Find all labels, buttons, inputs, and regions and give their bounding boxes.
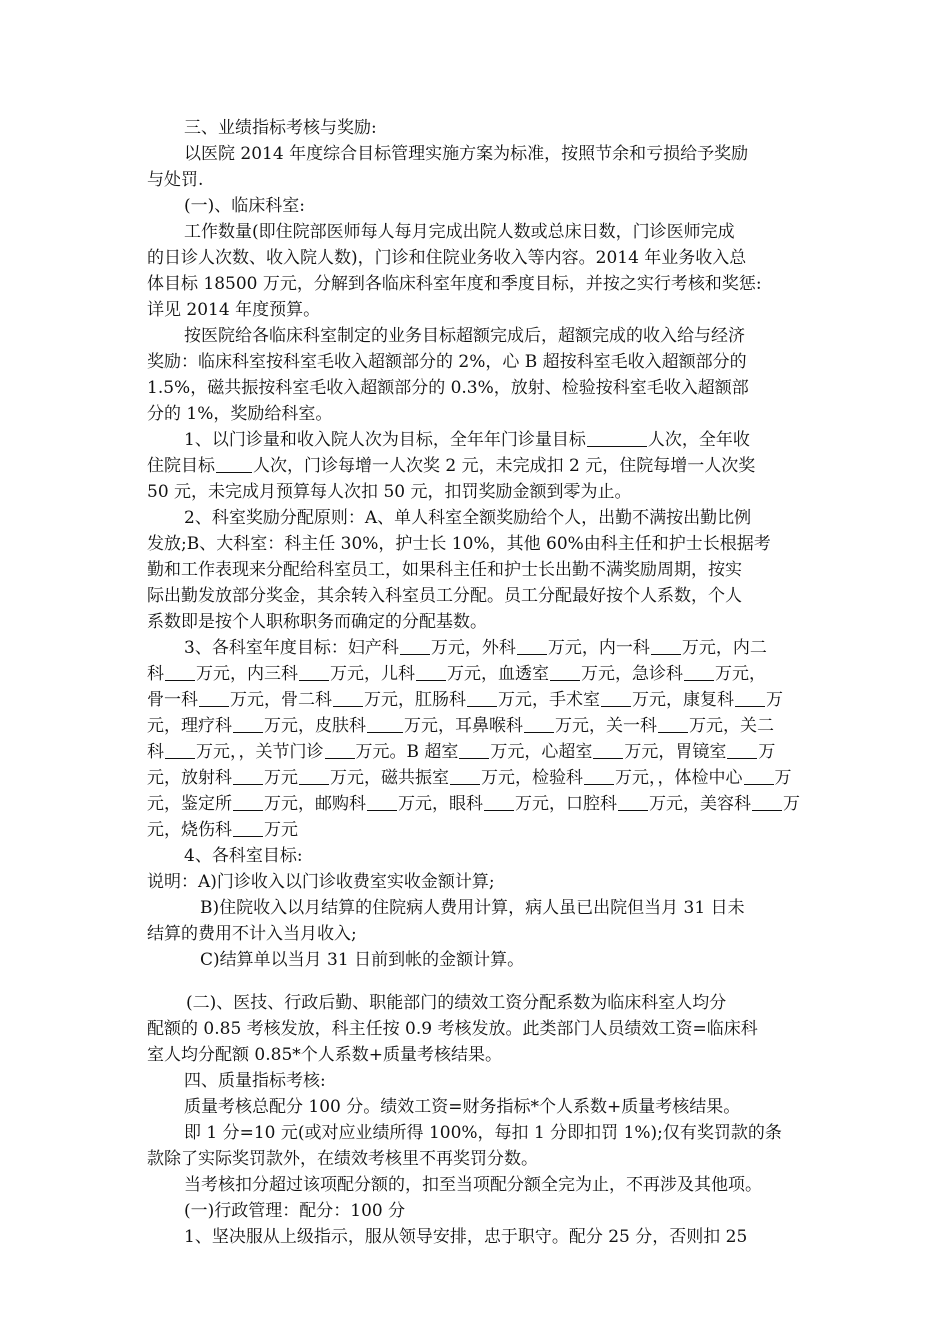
item3-line-8: [147, 817, 807, 843]
item3-text: 万元，: [715, 664, 766, 684]
blank-field: [216, 456, 252, 473]
item3-text: 万元，胃镜室: [624, 742, 727, 762]
blank-field: [367, 716, 403, 733]
item3-text: 万元。B 超室: [355, 742, 459, 762]
item3-line-5: [147, 739, 807, 765]
clinical-para1-line-3: 体目标 18500 万元，分解到各临床科室年度和季度目标，并按之实行考核和奖惩:: [147, 274, 762, 294]
item3-text: 元，鉴定所: [147, 794, 232, 814]
item3-text: 万元: [264, 768, 298, 788]
item3-text: 万元，外科: [430, 638, 516, 658]
item3-text: 万元，耳鼻喉科: [404, 716, 523, 736]
item3-text: 万: [774, 768, 792, 788]
blank-field: [587, 430, 647, 447]
item3-text: 万元，关一科: [555, 716, 657, 736]
item3-text: 万元，，关节门诊: [196, 742, 324, 762]
item3-text: 万元，关二: [689, 716, 774, 736]
item3-text: 万元，儿科: [330, 664, 415, 684]
item3-text: 元，理疗科: [147, 716, 232, 736]
section-4-title: 四、质量指标考核:: [184, 1071, 326, 1091]
blank-field: [400, 638, 430, 655]
item1-line-1: [184, 427, 844, 453]
item2-line-5: 系数即是按个人职称职务而确定的分配基数。: [147, 612, 487, 632]
admin-item-1: 1、坚决服从上级指示，服从领导安排，忠于职守。配分 25 分，否则扣 25: [184, 1227, 748, 1247]
item3-text: 万元，皮肤科: [264, 716, 366, 736]
blank-field: [658, 716, 688, 733]
blank-field: [484, 794, 514, 811]
item3-line-2: [147, 661, 807, 687]
support-dept-line-3: 室人均分配额 0.85*个人系数+质量考核结果。: [147, 1045, 502, 1065]
item3-text: 万元，心超室: [490, 742, 593, 762]
note-c: C)结算单以当月 31 日前到帐的金额计算。: [200, 950, 525, 970]
item2-line-1: 2、科室奖励分配原则：A、单人科室全额奖励给个人，出勤不满按出勤比例: [184, 508, 752, 528]
blank-field: [233, 768, 263, 785]
blank-field: [618, 794, 648, 811]
blank-field: [299, 768, 329, 785]
blank-field: [165, 742, 195, 759]
blank-field: [165, 664, 195, 681]
clinical-para2-line-1: 按医院给各临床科室制定的业务目标超额完成后，超额完成的收入给与经济: [184, 326, 745, 346]
item3-text: 万元，骨二科: [230, 690, 332, 710]
section-3-title: 三、业绩指标考核与奖励:: [184, 118, 377, 138]
blank-field: [233, 794, 263, 811]
section-4-line-4: 当考核扣分超过该项配分额的，扣至当项配分额全完为止，不再涉及其他项。: [184, 1175, 762, 1195]
item3-text: 万: [783, 794, 800, 814]
item3-text: 万元，邮购科: [264, 794, 366, 814]
item3-line-6: [147, 765, 807, 791]
item3-text: 万元，手术室: [498, 690, 600, 710]
blank-field: [735, 690, 765, 707]
blank-field: [517, 638, 547, 655]
blank-field: [601, 690, 631, 707]
item2-line-4: 际出勤发放部分奖金，其余转入科室员工分配。员工分配最好按个人系数，个人: [147, 586, 742, 606]
item3-text: 万元，急诊科: [581, 664, 683, 684]
item1-text: 住院目标: [147, 456, 215, 476]
blank-field: [744, 768, 774, 785]
blank-field: [459, 742, 489, 759]
note-b-line-2: 结算的费用不计入当月收入;: [147, 924, 357, 944]
blank-field: [684, 664, 714, 681]
blank-field: [233, 820, 263, 837]
item3-text: 万元，，体检中心: [615, 768, 743, 788]
blank-field: [727, 742, 757, 759]
admin-title: (一)行政管理：配分：100 分: [184, 1201, 406, 1221]
item3-text: 万元，内一科: [547, 638, 650, 658]
item3-text: 元，放射科: [147, 768, 232, 788]
item3-text: 3、各科室年度目标：妇产科: [184, 638, 399, 658]
blank-field: [325, 742, 355, 759]
support-dept-line-2: 配额的 0.85 考核发放，科主任按 0.9 考核发放。此类部门人员绩效工资=临床科: [147, 1019, 758, 1039]
section-4-line-3: 款除了实际奖罚款外，在绩效考核里不再奖罚分数。: [147, 1149, 538, 1169]
item3-text: 万: [766, 690, 783, 710]
section-3-intro-line-1: 以医院 2014 年度综合目标管理实施方案为标准，按照节余和亏损给予奖励: [184, 144, 749, 164]
clinical-para2-line-2: 奖励：临床科室按科室毛收入超额部分的 2%，心 B 超按科室毛收入超额部分的: [147, 352, 747, 372]
clinical-para1-line-2: 的日诊人次数、收入院人数)，门诊和住院业务收入等内容。2014 年业务收入总: [147, 248, 747, 268]
item3-text: 万: [758, 742, 776, 762]
blank-field: [233, 716, 263, 733]
item4-title: 4、各科室目标:: [184, 846, 303, 866]
blank-field: [199, 690, 229, 707]
note-b-line-1: B)住院收入以月结算的住院病人费用计算，病人虽已出院但当月 31 日未: [200, 898, 745, 918]
item3-text: 万元，血透室: [447, 664, 549, 684]
blank-field: [752, 794, 782, 811]
item3-text: 科: [147, 742, 164, 762]
blank-field: [593, 742, 623, 759]
item3-text: 科: [147, 664, 164, 684]
blank-field: [467, 690, 497, 707]
blank-field: [550, 664, 580, 681]
item2-line-3: 勤和工作表现来分配给科室员工，如果科主任和护士长出勤不满奖励周期，按实: [147, 560, 742, 580]
section-3-intro-line-2: 与处罚.: [147, 170, 204, 190]
item3-text: 万元，肛肠科: [364, 690, 466, 710]
item3-line-7: [147, 791, 807, 817]
item2-line-2: 发放;B、大科室：科主任 30%，护士长 10%，其他 60%由科主任和护士长根据考: [147, 534, 771, 554]
item1-line-2: [147, 453, 807, 479]
blank-field: [584, 768, 614, 785]
clinical-dept-title: (一)、临床科室:: [184, 196, 305, 216]
section-4-line-1: 质量考核总配分 100 分。绩效工资=财务指标*个人系数+质量考核结果。: [184, 1097, 741, 1117]
clinical-para2-line-3: 1.5%，磁共振按科室毛收入超额部分的 0.3%，放射、检验按科室毛收入超额部: [147, 378, 749, 398]
item3-text: 万元，口腔科: [515, 794, 617, 814]
item3-text: 万元: [264, 820, 298, 840]
item1-text: 人次，全年收: [647, 430, 750, 450]
section-4-line-2: 即 1 分=10 元(或对应业绩所得 100%，每扣 1 分即扣罚 1%);仅有奖罚款的条: [184, 1123, 782, 1143]
item1-line-3: 50 元，未完成月预算每人次扣 50 元，扣罚奖励金额到零为止。: [147, 482, 632, 502]
item3-line-4: [147, 713, 807, 739]
item1-text: 人次，门诊每增一人次奖 2 元，未完成扣 2 元，住院每增一人次奖: [253, 456, 756, 476]
item3-text: 万元，康复科: [632, 690, 734, 710]
item3-text: 万元，内三科: [196, 664, 298, 684]
item3-text: 万元，检验科: [481, 768, 583, 788]
item3-text: 万元，内二: [681, 638, 767, 658]
item3-line-1: [184, 635, 844, 661]
note-a: 说明：A)门诊收入以门诊收费室实收金额计算;: [147, 872, 495, 892]
item3-text: 万元，美容科: [649, 794, 751, 814]
item3-text: 万元，眼科: [398, 794, 483, 814]
clinical-para1-line-1: 工作数量(即住院部医师每人每月完成出院人数或总床日数，门诊医师完成: [184, 222, 735, 242]
blank-field: [651, 638, 681, 655]
blank-field: [367, 794, 397, 811]
clinical-para1-line-4: 详见 2014 年度预算。: [147, 300, 321, 320]
item3-line-3: [147, 687, 807, 713]
blank-field: [333, 690, 363, 707]
item3-text: 骨一科: [147, 690, 198, 710]
item3-text: 元，烧伤科: [147, 820, 232, 840]
blank-field: [450, 768, 480, 785]
item3-text: 万元，磁共振室: [330, 768, 449, 788]
clinical-para2-line-4: 分的 1%，奖励给科室。: [147, 404, 333, 424]
blank-field: [299, 664, 329, 681]
item1-text: 1、以门诊量和收入院人次为目标，全年年门诊量目标: [184, 430, 586, 450]
blank-field: [524, 716, 554, 733]
blank-field: [416, 664, 446, 681]
support-dept-line-1: (二)、医技、行政后勤、职能部门的绩效工资分配系数为临床科室人均分: [186, 993, 727, 1013]
